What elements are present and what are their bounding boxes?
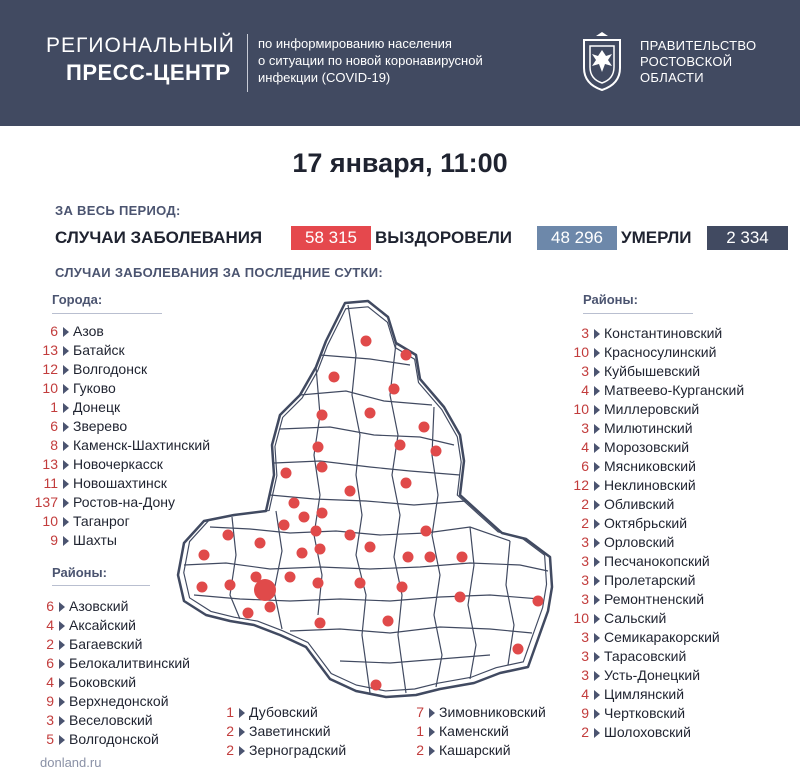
case-dot [299, 512, 310, 523]
list-item: 6 Белокалитвинский [46, 655, 190, 671]
list-item: 1 Донецк [50, 399, 121, 415]
government-label [640, 38, 790, 86]
list-item: 10 Красносулинский [573, 344, 717, 360]
case-dot [317, 410, 328, 421]
districts-right-rule [583, 313, 693, 314]
case-dot [361, 336, 372, 347]
list-item: 10 Сальский [573, 610, 667, 626]
case-dot [315, 618, 326, 629]
case-dot [371, 680, 382, 691]
case-dot [313, 442, 324, 453]
case-dot [431, 446, 442, 457]
list-item: 12 Волгодонск [42, 361, 148, 377]
list-item: 7 Зимовниковский [416, 704, 546, 720]
case-dot [389, 384, 400, 395]
case-dot [355, 578, 366, 589]
case-dot [395, 440, 406, 451]
deaths-value: 2 334 [707, 226, 788, 250]
list-item: 3 Семикаракорский [581, 629, 720, 645]
list-item: 1 Каменский [416, 723, 509, 739]
cities-title: Города: [52, 292, 103, 307]
case-dot [403, 552, 414, 563]
recovered-label: ВЫЗДОРОВЕЛИ [375, 228, 513, 247]
case-dot [401, 350, 412, 361]
list-item: 4 Матвеево-Курганский [581, 382, 745, 398]
list-item: 3 Тарасовский [581, 648, 687, 664]
list-item: 13 Батайск [42, 342, 125, 358]
case-dot [401, 478, 412, 489]
case-dot [297, 548, 308, 559]
totals-row [55, 226, 795, 250]
list-item: 6 Мясниковский [581, 458, 696, 474]
case-dot [225, 580, 236, 591]
cases-value: 58 315 [291, 226, 371, 250]
list-item: 1 Дубовский [226, 704, 318, 720]
case-dot [425, 552, 436, 563]
districts-right-list [573, 324, 744, 742]
header-divider [247, 34, 248, 92]
case-dot [329, 372, 340, 383]
list-item: 137 Ростов-на-Дону [34, 494, 175, 510]
report-date: 17 января, 11:00 [292, 148, 508, 178]
list-item: 8 Каменск-Шахтинский [50, 437, 211, 453]
cases-label: СЛУЧАИ ЗАБОЛЕВАНИЯ [55, 228, 263, 247]
period-label: ЗА ВЕСЬ ПЕРИОД: [55, 203, 181, 218]
case-dot [313, 578, 324, 589]
list-item: 10 Миллеровский [573, 401, 700, 417]
list-item: 10 Гуково [42, 380, 116, 396]
case-dot [365, 542, 376, 553]
header-info-line1: по информированию населения [258, 36, 452, 51]
list-item: 6 Зверево [50, 418, 128, 434]
list-item: 2 Октябрьский [581, 515, 688, 531]
list-item: 9 Шахты [50, 532, 117, 548]
case-dot [223, 530, 234, 541]
case-dot [317, 508, 328, 519]
list-item: 10 Таганрог [42, 513, 130, 529]
list-item: 3 Милютинский [581, 420, 693, 436]
header-info-line3: инфекции (COVID-19) [258, 70, 391, 85]
case-dot [255, 538, 266, 549]
rostov-case-dot [254, 579, 276, 601]
list-item: 11 Новошахтинск [43, 475, 167, 491]
list-item: 6 Азов [50, 323, 104, 339]
list-item: 3 Веселовский [46, 712, 153, 728]
list-item: 9 Чертковский [581, 705, 686, 721]
site-footer: donland.ru [40, 755, 102, 770]
list-item: 2 Заветинский [226, 723, 331, 739]
list-item: 3 Усть-Донецкий [581, 667, 701, 683]
districts-left-title: Районы: [52, 565, 107, 580]
list-item: 13 Новочеркасск [42, 456, 163, 472]
case-dot [311, 526, 322, 537]
list-item: 2 Багаевский [46, 636, 143, 652]
case-dot [281, 468, 292, 479]
list-item: 12 Неклиновский [573, 477, 696, 493]
daily-cases-label: СЛУЧАИ ЗАБОЛЕВАНИЯ ЗА ПОСЛЕДНИЕ СУТКИ: [55, 265, 384, 280]
case-dot [265, 602, 276, 613]
list-item: 4 Морозовский [581, 439, 690, 455]
list-item: 3 Пролетарский [581, 572, 696, 588]
list-item: 3 Орловский [581, 534, 675, 550]
list-item: 2 Кашарский [416, 742, 511, 758]
case-dot [315, 544, 326, 555]
case-dot [197, 582, 208, 593]
gov-line2: РОСТОВСКОЙ [640, 54, 733, 69]
header-info [258, 35, 538, 86]
gov-line3: ОБЛАСТИ [640, 70, 704, 85]
case-dot [457, 552, 468, 563]
region-outline [178, 301, 552, 697]
list-item: 4 Цимлянский [581, 686, 685, 702]
districts-right-title: Районы: [583, 292, 638, 307]
header-info-line2: о ситуации по новой коронавирусной [258, 53, 483, 68]
header-banner [0, 0, 800, 126]
list-item: 2 Шолоховский [581, 724, 691, 740]
list-item: 5 Волгодонской [46, 731, 159, 747]
recovered-value: 48 296 [537, 226, 617, 250]
list-item: 3 Ремонтненский [581, 591, 705, 607]
case-dot [243, 608, 254, 619]
list-item: 3 Куйбышевский [581, 363, 701, 379]
coat-of-arms-icon [578, 32, 626, 94]
gov-line1: ПРАВИТЕЛЬСТВО [640, 38, 757, 53]
list-item: 4 Боковский [46, 674, 137, 690]
list-item: 2 Обливский [581, 496, 675, 512]
list-item: 3 Песчанокопский [581, 553, 710, 569]
list-item: 2 Зерноградский [226, 742, 347, 758]
case-dot [397, 582, 408, 593]
case-dot [383, 616, 394, 627]
case-dot [285, 572, 296, 583]
case-dot [345, 486, 356, 497]
list-item: 9 Верхнедонской [46, 693, 169, 709]
list-item: 4 Аксайский [46, 617, 136, 633]
case-dot [365, 408, 376, 419]
cities-rule [52, 313, 162, 314]
case-dot [317, 462, 328, 473]
case-dot [455, 592, 466, 603]
case-dot [533, 596, 544, 607]
case-dot [513, 644, 524, 655]
press-center-title-line1: РЕГИОНАЛЬНЫЙ [46, 34, 235, 57]
list-item: 3 Константиновский [581, 325, 723, 341]
case-dot [345, 530, 356, 541]
case-dot [289, 498, 300, 509]
region-map [170, 295, 570, 715]
case-dot [199, 550, 210, 561]
districts-left-rule [52, 585, 150, 586]
case-dot [279, 520, 290, 531]
case-dot [421, 526, 432, 537]
deaths-label: УМЕРЛИ [621, 228, 692, 247]
list-item: 6 Азовский [46, 598, 129, 614]
case-dot [419, 422, 430, 433]
districts-left-list [42, 597, 190, 749]
press-center-title-line2: ПРЕСС-ЦЕНТР [66, 60, 231, 85]
